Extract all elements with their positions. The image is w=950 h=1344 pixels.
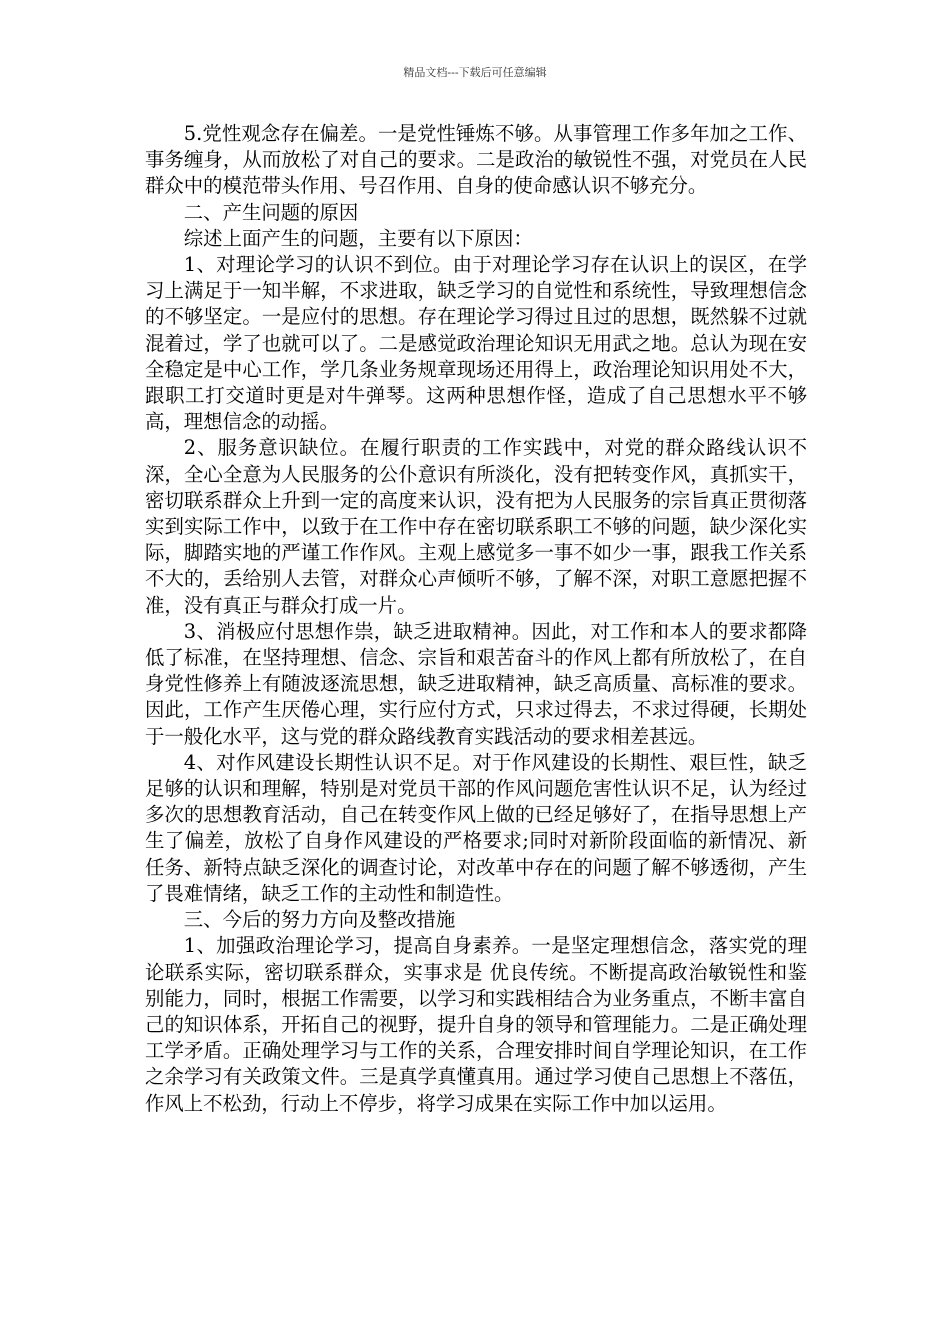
section-heading-measures: 三、今后的努力方向及整改措施 [183,908,456,932]
section-heading-causes: 二、产生问题的原因 [183,200,359,224]
paragraph-cause-2: 2、服务意识缺位。在履行职责的工作实践中，对党的群众路线认识不深，全心全意为人民服务的公仆意识有所淡化，没有把转变作风，真抓实干，密切联系群众上升到一定的高度来认识，没有把为人民服务的宗旨真正贯彻落实到实际工作中，以致于在工作中存在密切联系职工不够的问题，缺少深化实际，脚踏实地的严谨工作作风。主观上感觉多一事不如少一事，跟我工作关系不大的，丢给别人去管，对群众心声倾听不够，了解不深，对职工意愿把握不准，没有真正与群众打成一片。 [145,436,807,617]
paragraph-cause-1: 1、对理论学习的认识不到位。由于对理论学习存在认识上的误区，在学习上满足于一知半解，不求进取，缺乏学习的自觉性和系统性，导致理想信念的不够坚定。一是应付的思想。存在理论学习得过且过的思想，既然躲不过就混着过，学了也就可以了。二是感觉政治理论知识无用武之地。总认为现在安全稳定是中心工作，学几条业务规章现场还用得上，政治理论知识用处不大，跟职工打交道时更是对牛弹琴。这两种思想作怪，造成了自己思想水平不够高，理想信念的动摇。 [145,253,807,434]
document-body [145,121,807,1117]
paragraph-party-awareness: 5.党性观念存在偏差。一是党性锤炼不够。从事管理工作多年加之工作、事务缠身，从而放松了对自己的要求。二是政治的敏锐性不强，对党员在人民群众中的模范带头作用、号召作用、自身的使命感认识不够充分。 [145,122,807,198]
paragraph-measure-1: 1、加强政治理论学习，提高自身素养。一是坚定理想信念，落实党的理论联系实际，密切联系群众，实事求是 优良传统。不断提高政治敏锐性和鉴别能力，同时，根据工作需要，以学习和实践相结合为业务重点，不断丰富自己的知识体系，开拓自己的视野，提升自身的领导和管理能力。二是正确处理工学矛盾。正确处理学习与工作的关系，合理安排时间自学理论知识，在工作之余学习有关政策文件。三是真学真懂真用。通过学习使自己思想上不落伍，作风上不松劲，行动上不停步，将学习成果在实际工作中加以运用。 [145,934,807,1115]
page-header: 精品文档---下载后可任意编辑 [403,66,547,79]
paragraph-causes-intro: 综述上面产生的问题，主要有以下原因： [183,226,533,250]
paragraph-cause-4: 4、对作风建设长期性认识不足。对于作风建设的长期性、艰巨性，缺乏足够的认识和理解，特别是对党员干部的作风问题危害性认识不足，认为经过多次的思想教育活动，自己在转变作风上做的已经足够好了，在指导思想上产生了偏差，放松了自身作风建设的严格要求;同时对新阶段面临的新情况、新任务、新特点缺乏深化的调查讨论，对改革中存在的问题了解不够透彻，产生了畏难情绪，缺乏工作的主动性和制造性。 [145,750,807,905]
paragraph-cause-3: 3、消极应付思想作祟，缺乏进取精神。因此，对工作和本人的要求都降低了标准，在坚持理想、信念、宗旨和艰苦奋斗的作风上都有所放松了，在自身党性修养上有随波逐流思想，缺乏进取精神，缺乏高质量、高标准的要求。因此，工作产生厌倦心理，实行应付方式，只求过得去，不求过得硬，长期处于一般化水平，这与党的群众路线教育实践活动的要求相差甚远。 [145,619,807,748]
